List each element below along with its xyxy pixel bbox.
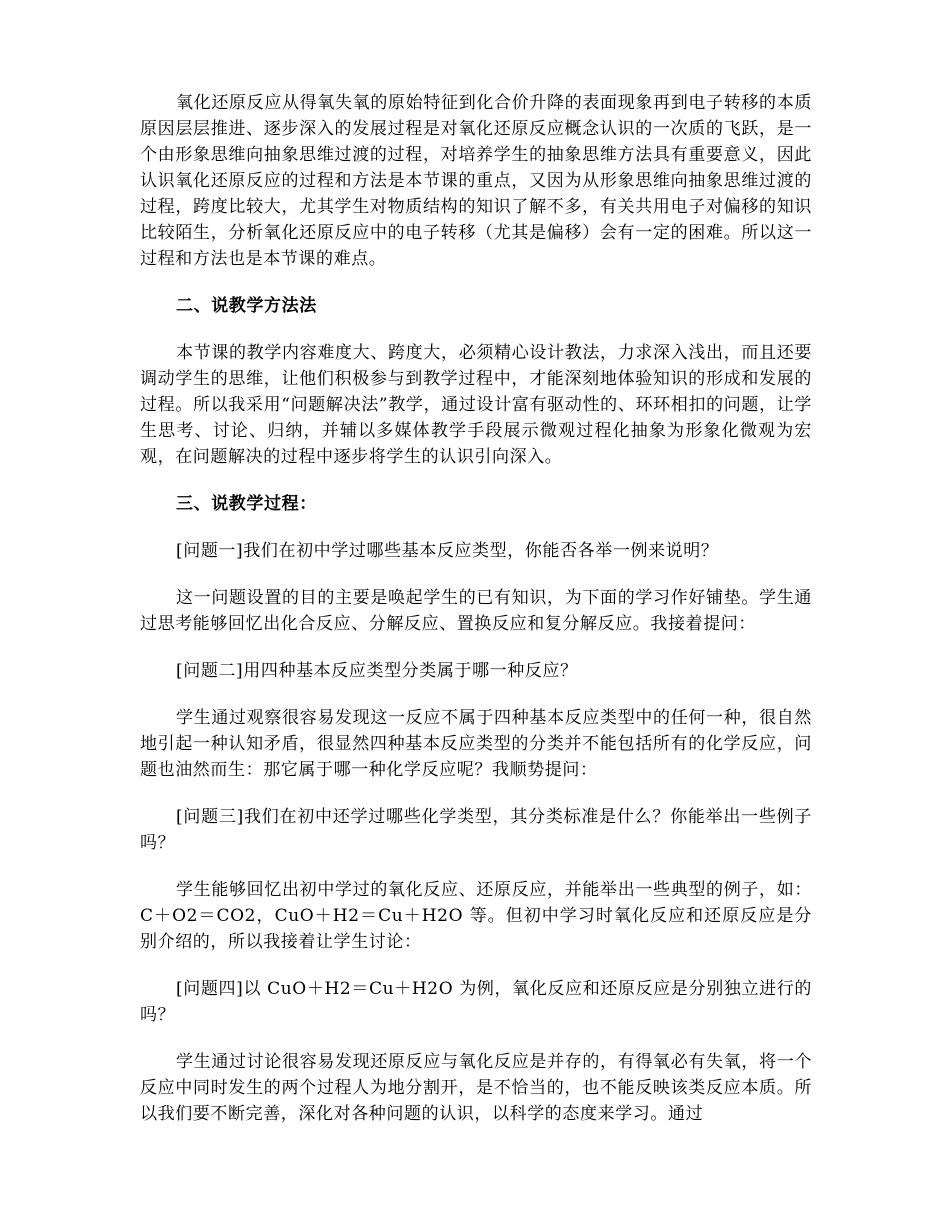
section-heading-teaching-method: 二、说教学方法法 [176,296,317,316]
paragraph-question-1: [问题一]我们在初中学过哪些基本反应类型，你能否各举一例来说明？ [176,541,719,561]
paragraph-question-2: [问题二]用四种基本反应类型分类属于哪一种反应？ [176,661,578,681]
paragraph-key-difficulty: 氧化还原反应从得氧失氧的原始特征到化合价升降的表面现象再到电子转移的本质原因层层推进、逐步深入的发展过程是对氧化还原反应概念认识的一次质的飞跃，是一个由形象思维向抽象思维过渡的过程，对培养学生的抽象思维方法具有重要意义，因此认识氧化还原反应的过程和方法是本节课的重点，又因为从形象思维向抽象思维过渡的过程，跨度比较大，尤其学生对物质结构的知识了解不多，有关共用电子对偏移的知识比较陌生，分析氧化还原反应中的电子转移（尤其是偏移）会有一定的困难。所以这一过程和方法也是本节课的难点。 [140,93,812,269]
paragraph-question-1-explanation: 这一问题设置的目的主要是唤起学生的已有知识，为下面的学习作好铺垫。学生通过思考能够回忆出化合反应、分解反应、置换反应和复分解反应。我接着提问： [140,588,812,634]
paragraph-question-4-explanation: 学生通过讨论很容易发现还原反应与氧化反应是并存的，有得氧必有失氧，将一个反应中同时发生的两个过程人为地分割开，是不恰当的，也不能反映该类反应本质。所以我们要不断完善，深化对各种问题的认识，以科学的态度来学习。通过 [140,1052,812,1124]
paragraph-question-3: [问题三]我们在初中还学过哪些化学类型，其分类标准是什么？你能举出一些例子吗？ [140,807,812,853]
paragraph-teaching-method: 本节课的教学内容难度大、跨度大，必须精心设计教法，力求深入浅出，而且还要调动学生的思维，让他们积极参与到教学过程中，才能深刻地体验知识的形成和发展的过程。所以我采用“问题解决法”教学，通过设计富有驱动性的、环环相扣的问题，让学生思考、讨论、归纳，并辅以多媒体教学手段展示微观过程化抽象为形象化微观为宏观，在问题解决的过程中逐步将学生的认识引向深入。 [140,343,812,467]
paragraph-question-2-explanation: 学生通过观察很容易发现这一反应不属于四种基本反应类型中的任何一种，很自然地引起一种认知矛盾，很显然四种基本反应类型的分类并不能包括所有的化学反应，问题也油然而生：那它属于哪一种化学反应呢？我顺势提问： [140,708,812,780]
paragraph-question-4: [问题四]以 CuO＋H2＝Cu＋H2O 为例，氧化反应和还原反应是分别独立进行的吗？ [140,979,812,1025]
paragraph-question-3-explanation: 学生能够回忆出初中学过的氧化反应、还原反应，并能举出一些典型的例子，如：C＋O2＝CO2，CuO＋H2＝Cu＋H2O 等。但初中学习时氧化反应和还原反应是分别介绍的，所以我接着让学生讨论： [140,880,812,952]
section-heading-teaching-process: 三、说教学过程： [176,494,317,514]
document-body [140,90,812,1148]
